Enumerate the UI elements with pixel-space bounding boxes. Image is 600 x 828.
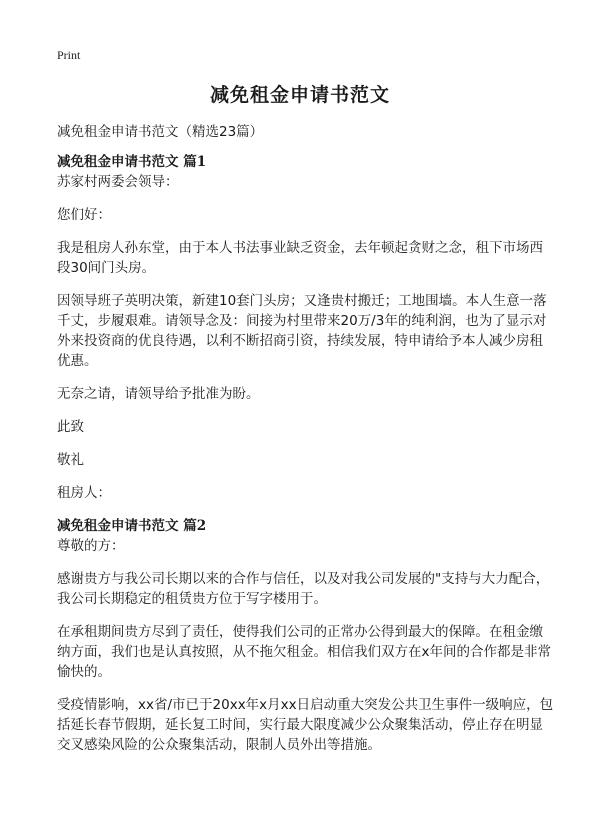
print-link[interactable]: Print xyxy=(57,48,81,62)
section-1 xyxy=(57,152,555,503)
salutation: 尊敬的方： xyxy=(57,538,125,554)
closing-line: 此致 xyxy=(57,419,84,435)
paragraph: 受疫情影响，xx省/市已于20xx年x月xx日启动重大突发公共卫生事件一级响应，包括延长春节假期，延长复工时间，实行最大限度减少公众聚集活动，停止存在明显交叉感染风险的公众聚集活动，限制人员外出等措施。 xyxy=(57,697,554,753)
paragraph: 在承租期间贵方尽到了责任，使得我们公司的正常办公得到最大的保障。在租金缴纳方面，我们也是认真按照，从不拖欠租金。相信我们双方在x年间的合作都是非常愉快的。 xyxy=(57,624,551,680)
document-subtitle: 减免租金申请书范文（精选23篇） xyxy=(57,124,264,140)
section-heading: 减免租金申请书范文 篇1 xyxy=(57,154,207,170)
document-body xyxy=(57,122,555,768)
paragraph: 我是租房人孙东堂，由于本人书法事业缺乏资金，去年顿起贪财之念，租下市场西段30间门头房。 xyxy=(57,240,543,276)
paragraph: 因领导班子英明决策，新建10套门头房；又逢贵村搬迁；工地围墙。本人生意一落千丈，步履艰难。请领导念及：间接为村里带来20万/3年的纯利润，也为了显示对外来投资商的优良待遇，以利不断招商引资，持续发展，特申请给予本人减少房租优惠。 xyxy=(57,293,547,369)
signature-line: 租房人： xyxy=(57,485,111,501)
paragraph: 感谢贵方与我公司长期以来的合作与信任，以及对我公司发展的"支持与大力配合，我公司长期稳定的租赁贵方位于写字楼用于。 xyxy=(57,571,550,607)
section-heading: 减免租金申请书范文 篇2 xyxy=(57,518,207,534)
salutation: 苏家村两委会领导： xyxy=(57,174,179,190)
greeting: 您们好： xyxy=(57,207,111,223)
section-2 xyxy=(57,516,555,755)
closing-line: 敬礼 xyxy=(57,452,84,468)
document-title: 减免租金申请书范文 xyxy=(209,84,390,106)
paragraph: 无奈之请，请领导给予批准为盼。 xyxy=(57,386,260,402)
